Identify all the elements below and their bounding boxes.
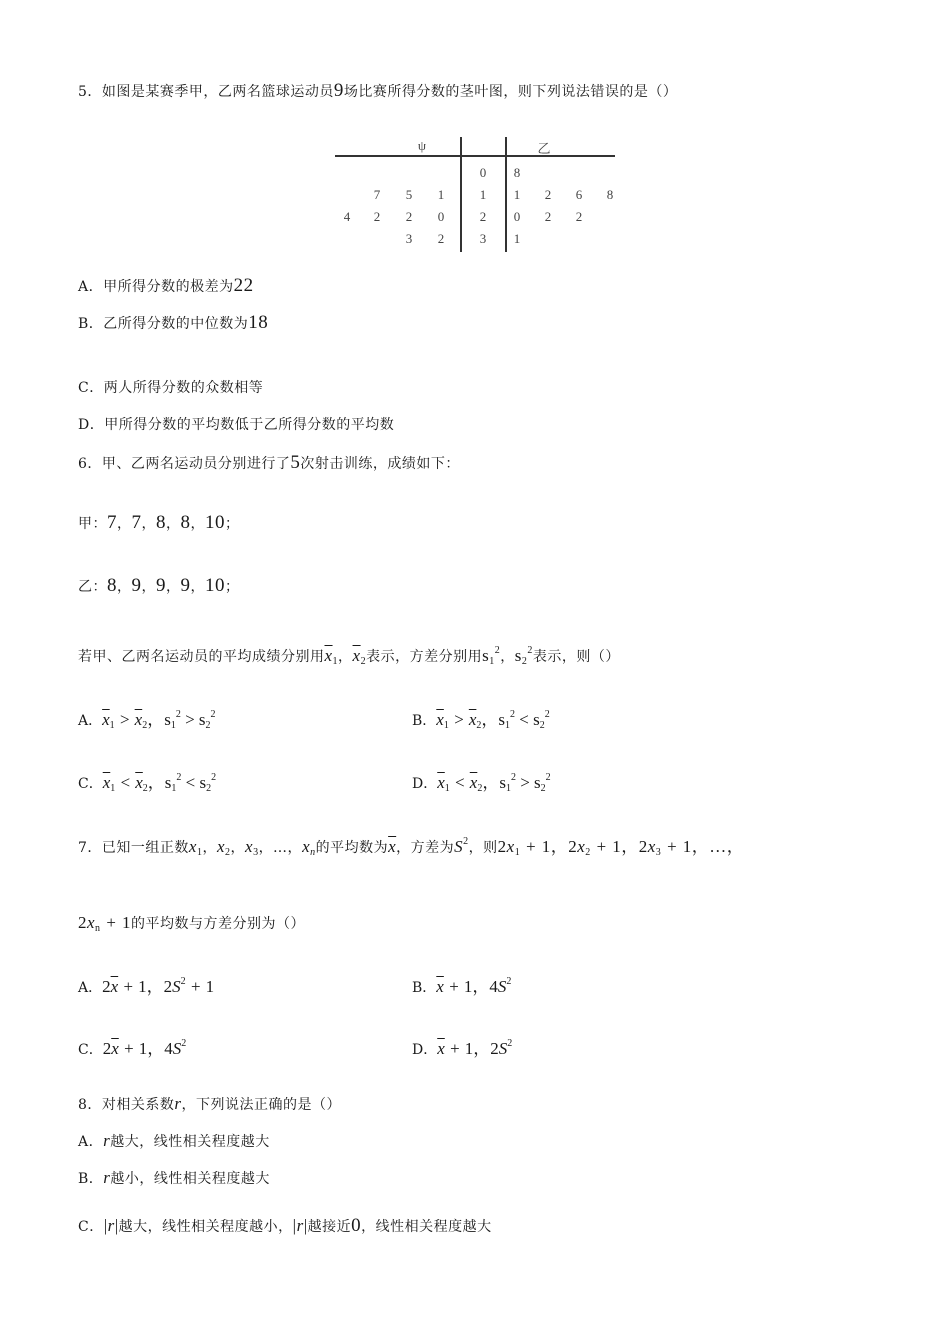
q5-option-d[interactable] <box>78 414 394 434</box>
score: 8 <box>107 575 117 596</box>
option-formula: $\overline{x}_1 > \overline{x}_2$，$s_1^2 > s_2^2$ <box>102 709 216 731</box>
figure-leaf: 0 <box>437 209 445 224</box>
option-formula: $\overline{x} + 1$，$4S^2$ <box>436 976 512 996</box>
stem-leaf-figure <box>335 132 620 257</box>
q6-stem-text-2: 次射击训练，成绩如下： <box>300 456 460 472</box>
figure-leaf: 0 <box>513 209 521 224</box>
figure-leaf: 1 <box>513 187 521 202</box>
q6-yi-scores: 乙：8，9，9，9，10； <box>78 575 240 596</box>
option-text: 越小，线性相关程度越大 <box>110 1171 270 1187</box>
option-text: D．甲所得分数的平均数低于乙所得分数的平均数 <box>78 417 395 433</box>
x-bar-symbol: $\overline{x}$ <box>388 837 397 856</box>
abs-r-symbol: |r| <box>292 1216 308 1235</box>
q8-stem <box>78 1094 341 1114</box>
figure-leaf: 2 <box>544 209 552 224</box>
score: 9 <box>156 575 166 596</box>
x2-symbol: $x_2$ <box>216 837 231 858</box>
option-text: 越大，线性相关程度越大 <box>110 1134 270 1150</box>
q7-option-b[interactable] <box>412 972 511 997</box>
figure-leaf: 2 <box>575 209 583 224</box>
score: 9 <box>131 575 142 596</box>
x2-bar-symbol: $\overline{x}_2$ <box>352 646 367 667</box>
score: 10 <box>205 512 225 533</box>
score: 8 <box>156 512 166 533</box>
figure-leaf: 3 <box>405 231 413 246</box>
option-label: A． <box>78 713 103 729</box>
option-label: C． <box>78 776 103 792</box>
figure-leaf: 7 <box>373 187 381 202</box>
q6-cond-text-3: 表示，则（） <box>532 649 620 665</box>
r-symbol: r <box>103 1131 111 1150</box>
option-text: 越大，线性相关程度越小， <box>118 1219 293 1235</box>
option-formula: $2\overline{x} + 1$，$2S^2 + 1$ <box>102 976 215 996</box>
q6-cond-text-2: 表示，方差分别用 <box>366 649 483 665</box>
option-formula: $\overline{x}_1 < \overline{x}_2$，$s_1^2 > s_2^2$ <box>437 772 551 794</box>
figure-leaf: 1 <box>437 187 445 202</box>
figure-stem: 1 <box>479 187 487 202</box>
transformed-xn: $2x_n + 1$ <box>78 913 132 934</box>
option-formula: $\overline{x}_1 > \overline{x}_2$，$s_1^2 < s_2^2$ <box>436 709 550 731</box>
option-formula: $\overline{x} + 1$，$2S^2$ <box>437 1038 513 1058</box>
q6-option-d[interactable] <box>412 768 551 794</box>
option-text-2: 越接近 <box>307 1219 352 1235</box>
option-label: A． <box>78 980 103 996</box>
s2-squared-symbol: $s_2^2$ <box>514 645 533 667</box>
q6-condition: 若甲、乙两名运动员的平均成绩分别用$\overline{x}_1$，$\overline{x}_2$表示，方差分别用$s_1^2$，$s_2^2$表示，则（） <box>78 645 620 667</box>
q6-stem <box>78 452 460 474</box>
transformed-sequence: $2x_1 + 1$，$2x_2 + 1$，$2x_3 + 1$，…， <box>497 837 745 858</box>
r-symbol: r <box>103 1168 111 1187</box>
option-formula: $\overline{x}_1 < \overline{x}_2$，$s_1^2 < s_2^2$ <box>102 772 217 794</box>
figure-leaf: 4 <box>343 209 351 224</box>
r-symbol: r <box>174 1094 182 1113</box>
figure-left-header: ψ <box>417 138 427 153</box>
q5-stem-text: 5．如图是某赛季甲，乙两名篮球运动员 <box>78 84 334 100</box>
option-value: 22 <box>233 275 254 296</box>
figure-left-divider <box>460 137 462 252</box>
figure-stem: 0 <box>479 165 487 180</box>
q7-stem-text-4: ，则 <box>468 840 498 856</box>
option-label: B． <box>78 1171 104 1187</box>
figure-stem: 3 <box>479 231 487 246</box>
figure-leaf: 6 <box>575 187 583 202</box>
q7-option-c[interactable] <box>78 1034 186 1059</box>
option-text: B．乙所得分数的中位数为 <box>78 316 249 332</box>
q7-stem-text-3: ，方差为 <box>396 840 455 856</box>
option-label: B． <box>412 980 437 996</box>
q5-option-b[interactable] <box>78 312 268 334</box>
q7-stem-text-5: 的平均数与方差分别为（） <box>131 916 306 932</box>
q8-option-b[interactable] <box>78 1168 270 1188</box>
option-label: D． <box>412 1042 438 1058</box>
q5-stem <box>78 80 677 102</box>
q5-games-count: 9 <box>333 80 344 101</box>
q5-option-a[interactable] <box>78 275 254 297</box>
option-text-3: ，线性相关程度越大 <box>361 1219 492 1235</box>
q7-stem: 7．已知一组正数$x_1$，$x_2$，$x_3$，…，$x_n$的平均数为$\overline{x}$，方差为$S^2$，则$2x_1 + 1$，$2x_2 + 1$，$2x_3 + 1$，…， <box>78 836 745 858</box>
figure-leaf: 1 <box>513 231 521 246</box>
figure-leaf: 2 <box>405 209 413 224</box>
q5-option-c[interactable] <box>78 377 263 397</box>
xn-symbol: $x_n$ <box>302 837 316 858</box>
s-squared-symbol: $S^2$ <box>454 836 469 856</box>
q6-option-b[interactable] <box>412 705 550 731</box>
option-formula: $2\overline{x} + 1$，$4S^2$ <box>102 1038 187 1058</box>
option-value: 18 <box>248 312 269 333</box>
abs-r-symbol: |r| <box>103 1216 119 1235</box>
q8-stem-text: 8．对相关系数 <box>78 1097 175 1113</box>
q7-option-d[interactable] <box>412 1034 512 1059</box>
figure-leaf: 2 <box>544 187 552 202</box>
yi-label: 乙： <box>78 579 107 595</box>
option-label: A． <box>78 1134 104 1150</box>
score: 7 <box>107 512 117 533</box>
option-label: C． <box>78 1042 103 1058</box>
q6-stem-text: 6．甲、乙两名运动员分别进行了 <box>78 456 291 472</box>
score: 9 <box>180 575 191 596</box>
figure-header-rule <box>335 155 615 157</box>
q8-option-a[interactable] <box>78 1131 270 1151</box>
q7-stem-text-2: 的平均数为 <box>315 840 389 856</box>
figure-right-divider <box>505 137 507 252</box>
figure-stem: 2 <box>479 209 487 224</box>
option-text: A．甲所得分数的极差为 <box>78 279 234 295</box>
score: 8 <box>180 512 191 533</box>
q6-option-c[interactable] <box>78 768 216 794</box>
figure-leaf: 5 <box>405 187 413 202</box>
option-label: D． <box>412 776 438 792</box>
q7-stem-cont <box>78 913 305 934</box>
x3-symbol: $x_3$ <box>245 837 259 858</box>
q7-stem-text: 7．已知一组正数 <box>78 840 189 856</box>
jia-label: 甲： <box>78 516 107 532</box>
q8-option-c[interactable] <box>78 1215 492 1237</box>
score: 10 <box>205 575 225 596</box>
figure-leaf: 2 <box>437 231 445 246</box>
zero-value: 0 <box>351 1215 362 1236</box>
option-label: C． <box>78 1219 104 1235</box>
option-label: B． <box>412 713 437 729</box>
q5-stem-text-2: 场比赛所得分数的茎叶图，则下列说法错误的是（） <box>343 84 678 100</box>
s1-squared-symbol: $s_1^2$ <box>482 645 501 667</box>
q7-option-a[interactable] <box>78 972 214 997</box>
option-text: C．两人所得分数的众数相等 <box>78 380 264 396</box>
q6-shots-count: 5 <box>290 452 301 473</box>
x1-symbol: $x_1$ <box>188 837 203 858</box>
figure-leaf: 2 <box>373 209 381 224</box>
q6-option-a[interactable] <box>78 705 216 731</box>
q8-stem-text-2: ，下列说法正确的是（） <box>181 1097 342 1113</box>
figure-leaf: 8 <box>513 165 521 180</box>
q6-jia-scores: 甲：7，7，8，8，10； <box>78 512 240 533</box>
score: 7 <box>131 512 142 533</box>
figure-right-header: 乙 <box>537 141 551 156</box>
figure-leaf: 8 <box>606 187 614 202</box>
x1-bar-symbol: $\overline{x}_1$ <box>324 646 339 667</box>
q6-cond-text: 若甲、乙两名运动员的平均成绩分别用 <box>78 649 325 665</box>
